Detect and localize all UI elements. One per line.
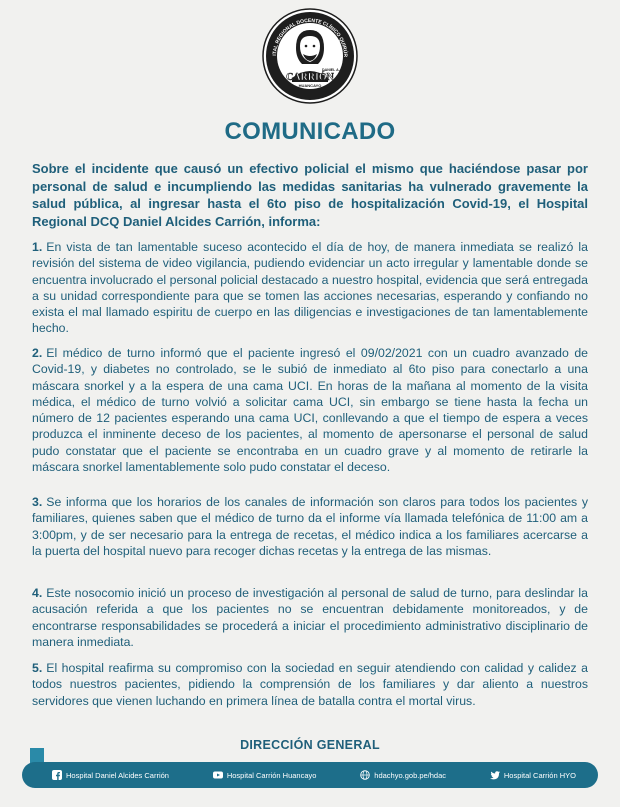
paragraph-5 — [32, 660, 588, 709]
paragraph-4 — [32, 585, 588, 650]
paragraph-number: 5. — [32, 661, 43, 675]
facebook-icon — [52, 770, 62, 780]
footer-twitter-label: Hospital Carrión HYO — [503, 770, 576, 780]
paragraph-number: 2. — [32, 346, 43, 360]
footer-website-label: hdachyo.gob.pe/hdac — [374, 770, 447, 780]
footer-youtube-label: Hospital Carrión Huancayo — [226, 770, 317, 780]
social-footer-bar — [22, 762, 598, 788]
paragraph-text: Este nosocomio inició un proceso de investigación al personal de salud de turno, para deslindar la acusación referida a que los pacientes no se encuentran debidamente monitoreados, y de encontrarse responsabilidades se procederá a iniciar el procedimiento administrativo disciplinario de manera inmediata. — [32, 586, 588, 649]
seal-small-text: DANIEL A. — [322, 68, 340, 72]
footer-website-link[interactable] — [360, 770, 446, 780]
seal-ring-text: ITAL REGIONAL DOCENTE CLÍNICO QUIRÚR — [271, 17, 349, 58]
youtube-icon — [213, 770, 223, 780]
footer-twitter-link[interactable] — [490, 770, 576, 780]
paragraph-number: 1. — [32, 240, 43, 254]
paragraph-text: El médico de turno informó que el paciente ingresó el 09/02/2021 con un cuadro avanzado de Covid-19, y diabetes no controlado, se le subió de inmediato al 6to piso para conectarlo a una máscara snorkel y a la espera de una cama UCI. En horas de la mañana al momento de la visita médica, el médico de turno volvió a solicitar cama UCI, sin embargo se tiene hasta la fecha un número de 12 pacientes esperando una cama UCI, conllevando a que el tiempo de espera a veces produzca el inminente deceso de los pacientes, al momento de apersonarse el personal de salud pudo constatar que el paciente se encontraba en un cuadro grave y al momento de retirarle la máscara snorkel lamentablemente solo pudo constatar el deceso. — [32, 346, 588, 475]
page-title: COMUNICADO — [224, 118, 396, 145]
seal-city-text: HUANCAYO — [298, 83, 322, 88]
paragraph-number: 3. — [32, 495, 43, 509]
paragraph-1 — [32, 239, 588, 337]
signature-direccion-general: DIRECCIÓN GENERAL — [240, 738, 380, 752]
paragraph-3 — [32, 494, 588, 559]
footer-facebook-label: Hospital Daniel Alcides Carrión — [66, 770, 169, 780]
paragraph-number: 4. — [32, 586, 43, 600]
globe-icon — [360, 770, 370, 780]
hospital-seal-logo — [262, 8, 358, 104]
twitter-icon — [490, 770, 500, 780]
paragraph-text: En vista de tan lamentable suceso acontecido el día de hoy, de manera inmediata se realizó la revisión del sistema de video vigilancia, pudiendo evidenciar un acto irregular y lamentable donde se encuentra involucrado el personal policial destacado a nuestro hospital, evidencia que será entregada a su unidad correspondiente para que se tomen las acciones necesarias, esperando y confiando no exista el mal llamado espiritu de cuerpo en las diligencias e investigaciones de tan lamentablemente hecho. — [32, 240, 588, 336]
paragraph-text: Se informa que los horarios de los canales de información son claros para todos los pacientes y familiares, quienes saben que el médico de turno da el informe vía llamada telefónica de 11:00 am a 3:00pm, y de ser necesario para la entrega de recetas, el médico indica a los familiares acercarse a la puerta del hospital nuevo para recoger dichas recetas y la entrega de las mismas. — [32, 495, 588, 558]
footer-facebook-link[interactable] — [52, 770, 169, 780]
seal-name-text: CARRIÓN — [286, 72, 334, 83]
intro-paragraph: Sobre el incidente que causó un efectivo policial el mismo que haciéndose pasar por personal de salud e incumpliendo las medidas sanitarias ha vulnerado gravemente la salud pública, al ingresar hasta el 6to piso de hospitalización Covid-19, el Hospital Regional DCQ Daniel Alcides Carrión, informa: — [32, 161, 588, 229]
footer-youtube-link[interactable] — [213, 770, 317, 780]
paragraph-text: El hospital reafirma su compromiso con la sociedad en seguir atendiendo con calidad y calidez a todos nuestros pacientes, pidiendo la comprensión de los familiares y dar aliento a nuestros servidores que vienen luchando en primera línea de batalla contra el mortal virus. — [32, 661, 588, 708]
paragraph-2 — [32, 345, 588, 475]
